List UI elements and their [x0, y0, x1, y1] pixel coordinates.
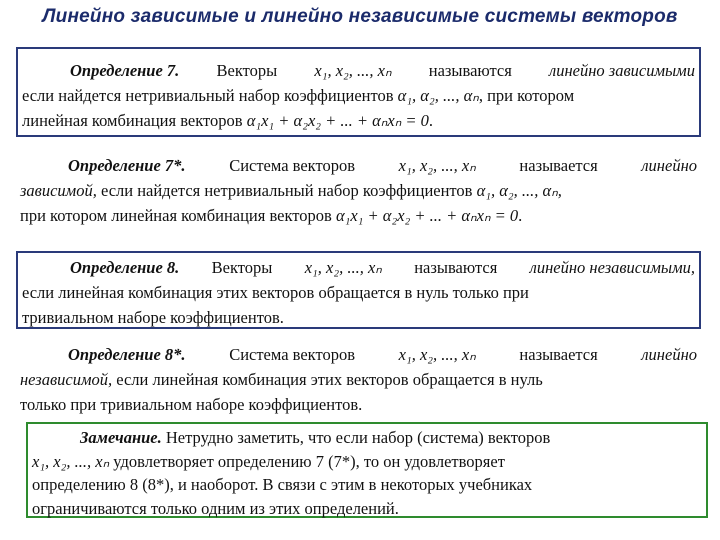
definition-8-star-heading: Определение 8*. — [68, 345, 186, 364]
definition-7-line-2 — [22, 83, 695, 108]
definition-8-star-condition: если линейная комбинация этих векторов обращается в нуль — [116, 370, 543, 389]
definition-8-star — [16, 340, 701, 414]
definition-7-star-term: линейно — [641, 156, 697, 175]
definition-7-line-3 — [22, 108, 695, 133]
remark-line-1 — [32, 426, 702, 450]
definition-8-star-verb: называется — [519, 345, 598, 364]
definition-7-box — [16, 47, 701, 137]
definition-7-star-coefficients: α₁, α₂, ..., αₙ, — [476, 181, 562, 200]
definition-7-term: линейно зависимыми — [549, 61, 695, 80]
definition-7-condition: если найдется нетривиальный набор коэффициентов — [22, 86, 394, 105]
definition-8-term: линейно независимыми, — [529, 258, 695, 277]
definition-8-line-2: если линейная комбинация этих векторов обращается в нуль только при — [22, 283, 529, 302]
definition-7-line-1 — [22, 58, 695, 83]
remark-text-1: Нетрудно заметить, что если набор (система) векторов — [165, 428, 551, 447]
definition-7-star-line-1 — [20, 153, 697, 178]
definition-8-star-text: Система векторов — [229, 345, 356, 364]
definition-7-text: Векторы — [216, 61, 278, 80]
definition-7-heading: Определение 7. — [70, 61, 180, 80]
definition-8-text: Векторы — [211, 258, 273, 277]
definition-7-period: . — [428, 111, 434, 130]
definition-7-star-combination-text: при котором линейная комбинация векторов — [20, 206, 332, 225]
definition-7-vectors: x₁, x₂, ..., xₙ — [314, 61, 392, 80]
definition-8-box — [16, 251, 701, 329]
definition-8-star-line-1 — [20, 342, 697, 367]
definition-8-verb: называются — [414, 258, 498, 277]
definition-7-star-text: Система векторов — [229, 156, 356, 175]
definition-7-combination-text: линейная комбинация векторов — [22, 111, 243, 130]
definition-7-coefficients: α₁, α₂, ..., αₙ — [397, 86, 479, 105]
definition-7-star-term-cont: зависимой, — [20, 181, 97, 200]
definition-7-condition-end: , при котором — [478, 86, 575, 105]
definition-8-star-term-cont: независимой, — [20, 370, 113, 389]
definition-7-star-condition: если найдется нетривиальный набор коэффициентов — [100, 181, 473, 200]
definition-8-vectors: x₁, x₂, ..., xₙ — [304, 258, 382, 277]
remark-line-2 — [32, 450, 702, 474]
definition-8-heading: Определение 8. — [70, 258, 180, 277]
definition-8-star-vectors: x₁, x₂, ..., xₙ — [398, 345, 476, 364]
definition-8-line-1 — [22, 255, 695, 280]
definition-8-star-line-3: только при тривиальном наборе коэффициентов. — [20, 395, 363, 414]
definition-7-star-combination-formula: α₁x₁ + α₂x₂ + ... + αₙxₙ = 0 — [335, 206, 519, 225]
definition-7-star-verb: называется — [519, 156, 598, 175]
definition-7-star-heading: Определение 7*. — [68, 156, 186, 175]
definition-8-line-3: тривиальном наборе коэффициентов. — [22, 308, 284, 327]
definition-8-star-term: линейно — [641, 345, 697, 364]
definition-7-combination-formula: α₁x₁ + α₂x₂ + ... + αₙxₙ = 0 — [246, 111, 429, 130]
remark-line-4: ограничиваются только одним из этих определений. — [32, 498, 399, 518]
remark-vectors: x₁, x₂, ..., xₙ — [32, 451, 110, 471]
remark-text-2: удовлетворяет определению 7 (7*), то он удовлетворяет — [113, 451, 505, 471]
definition-7-star-vectors: x₁, x₂, ..., xₙ — [398, 156, 476, 175]
definition-7-star-line-3 — [20, 203, 697, 228]
definition-7-star-period: . — [518, 206, 523, 225]
page-title: Линейно зависимые и линейно независимые системы векторов — [42, 6, 678, 27]
definition-7-star-line-2 — [20, 178, 697, 203]
remark-heading: Замечание. — [80, 428, 162, 447]
definition-8-star-line-2 — [20, 367, 697, 392]
remark-box — [26, 422, 708, 518]
definition-7-verb: называются — [428, 61, 512, 80]
definition-7-star — [16, 150, 701, 235]
remark-line-3: определению 8 (8*), и наоборот. В связи с этим в некоторых учебниках — [32, 475, 533, 494]
